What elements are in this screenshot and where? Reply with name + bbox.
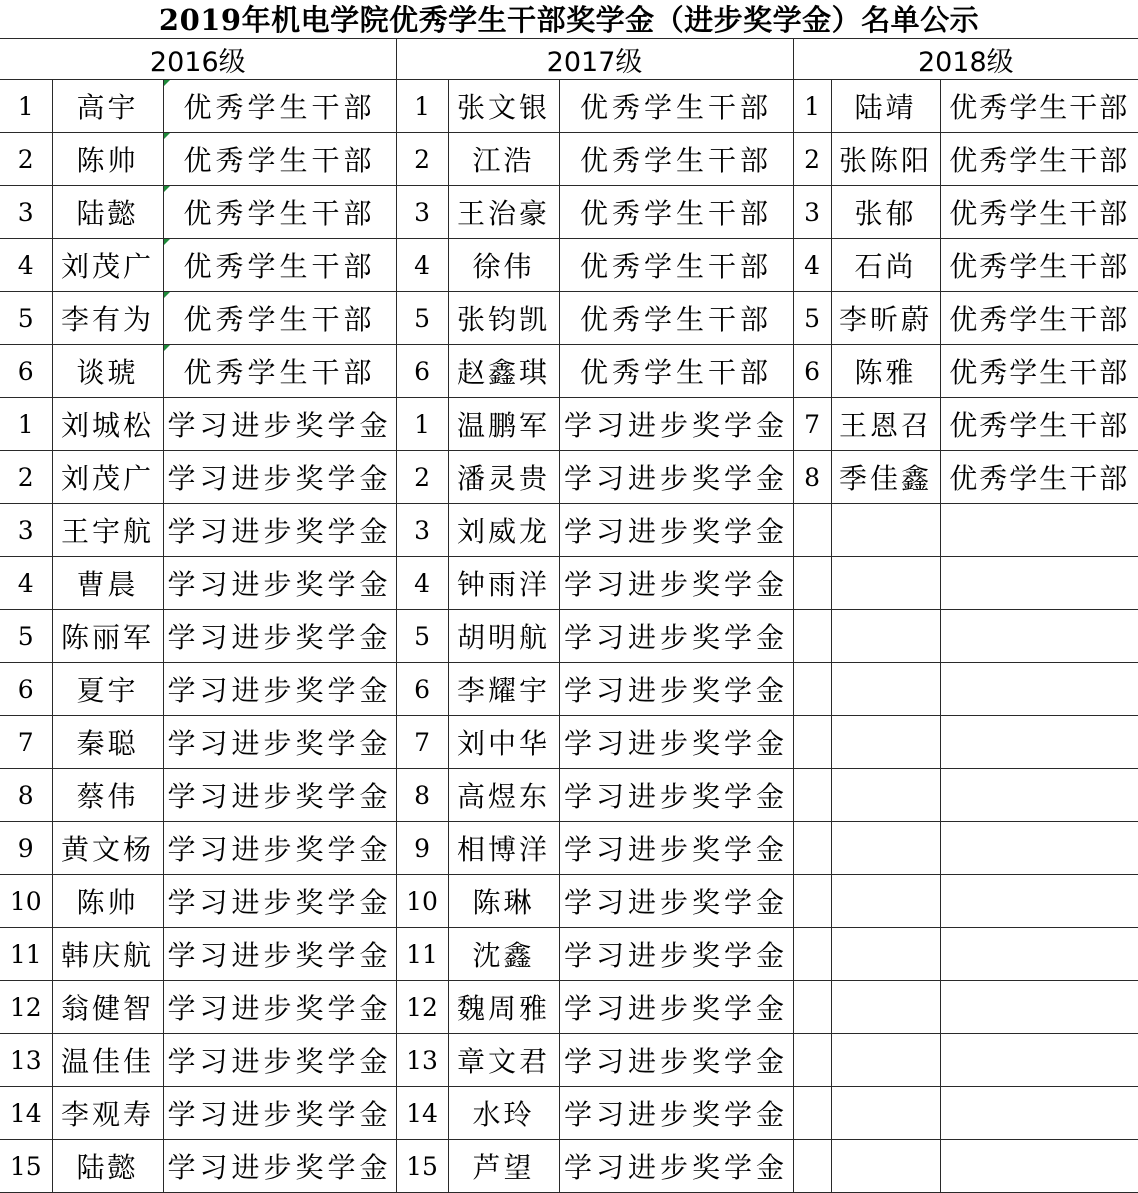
student-name-cell	[831, 1034, 940, 1087]
serial-number-cell: 2	[793, 133, 831, 186]
serial-number-cell: 12	[0, 981, 52, 1034]
award-type-cell: 学习进步奖学金	[163, 822, 396, 875]
student-name-cell	[831, 610, 940, 663]
student-name-cell: 陈帅	[52, 875, 163, 928]
award-type-cell: 学习进步奖学金	[163, 875, 396, 928]
student-name-cell: 陈琳	[448, 875, 559, 928]
serial-number-cell: 1	[396, 398, 448, 451]
table-row	[0, 1034, 1138, 1087]
serial-number-cell: 1	[793, 80, 831, 133]
award-type-cell	[940, 716, 1138, 769]
page-title: 2019年机电学院优秀学生干部奖学金（进步奖学金）名单公示	[158, 3, 980, 37]
award-type-cell: 优秀学生干部	[940, 133, 1138, 186]
student-name-cell: 章文君	[448, 1034, 559, 1087]
serial-number-cell: 6	[396, 345, 448, 398]
award-type-cell: 学习进步奖学金	[163, 1140, 396, 1193]
student-name-cell	[831, 504, 940, 557]
award-type-cell	[940, 928, 1138, 981]
student-name-cell: 张郁	[831, 186, 940, 239]
serial-number-cell: 5	[396, 610, 448, 663]
award-type-cell: 优秀学生干部	[940, 451, 1138, 504]
serial-number-cell	[793, 1087, 831, 1140]
student-name-cell	[831, 663, 940, 716]
serial-number-cell: 4	[396, 239, 448, 292]
student-name-cell	[831, 716, 940, 769]
serial-number-cell: 2	[0, 133, 52, 186]
table-row	[0, 1087, 1138, 1140]
serial-number-cell: 9	[0, 822, 52, 875]
table-row	[0, 504, 1138, 557]
table-row	[0, 875, 1138, 928]
serial-number-cell: 10	[396, 875, 448, 928]
serial-number-cell: 1	[396, 80, 448, 133]
serial-number-cell: 1	[0, 398, 52, 451]
student-name-cell	[831, 822, 940, 875]
table-row	[0, 928, 1138, 981]
student-name-cell: 刘茂广	[52, 239, 163, 292]
serial-number-cell	[793, 557, 831, 610]
serial-number-cell: 3	[396, 186, 448, 239]
award-type-cell: 学习进步奖学金	[559, 875, 793, 928]
table-row	[0, 769, 1138, 822]
student-name-cell: 翁健智	[52, 981, 163, 1034]
award-type-cell: 优秀学生干部	[559, 292, 793, 345]
award-type-cell: 学习进步奖学金	[163, 769, 396, 822]
student-name-cell: 蔡伟	[52, 769, 163, 822]
student-name-cell: 刘城松	[52, 398, 163, 451]
table-row	[0, 822, 1138, 875]
serial-number-cell: 4	[0, 557, 52, 610]
serial-number-cell	[793, 1140, 831, 1193]
award-type-cell: 学习进步奖学金	[163, 716, 396, 769]
serial-number-cell: 11	[396, 928, 448, 981]
serial-number-cell	[793, 928, 831, 981]
serial-number-cell: 3	[0, 504, 52, 557]
award-type-cell	[940, 1140, 1138, 1193]
serial-number-cell	[793, 716, 831, 769]
serial-number-cell	[793, 663, 831, 716]
student-name-cell: 季佳鑫	[831, 451, 940, 504]
table-row	[0, 398, 1138, 451]
student-name-cell: 赵鑫琪	[448, 345, 559, 398]
serial-number-cell: 5	[0, 610, 52, 663]
table-row	[0, 716, 1138, 769]
award-type-cell	[940, 822, 1138, 875]
award-type-cell: 优秀学生干部	[940, 186, 1138, 239]
student-name-cell	[831, 1087, 940, 1140]
serial-number-cell: 3	[396, 504, 448, 557]
award-type-cell: 学习进步奖学金	[559, 1140, 793, 1193]
serial-number-cell: 10	[0, 875, 52, 928]
award-type-cell	[940, 663, 1138, 716]
serial-number-cell: 6	[0, 345, 52, 398]
student-name-cell: 谈琥	[52, 345, 163, 398]
student-name-cell: 石尚	[831, 239, 940, 292]
award-type-cell: 优秀学生干部	[163, 133, 396, 186]
award-type-cell	[940, 981, 1138, 1034]
student-name-cell: 刘中华	[448, 716, 559, 769]
award-type-cell	[940, 610, 1138, 663]
award-type-cell: 学习进步奖学金	[559, 398, 793, 451]
serial-number-cell: 15	[0, 1140, 52, 1193]
student-name-cell	[831, 928, 940, 981]
student-name-cell: 夏宇	[52, 663, 163, 716]
serial-number-cell: 4	[396, 557, 448, 610]
serial-number-cell: 7	[0, 716, 52, 769]
student-name-cell: 徐伟	[448, 239, 559, 292]
table-row	[0, 80, 1138, 133]
table-row	[0, 557, 1138, 610]
serial-number-cell: 1	[0, 80, 52, 133]
student-name-cell: 陆懿	[52, 186, 163, 239]
student-name-cell: 李观寿	[52, 1087, 163, 1140]
serial-number-cell: 4	[793, 239, 831, 292]
student-name-cell: 高煜东	[448, 769, 559, 822]
student-name-cell: 陆靖	[831, 80, 940, 133]
serial-number-cell	[793, 875, 831, 928]
student-name-cell: 曹晨	[52, 557, 163, 610]
serial-number-cell: 14	[0, 1087, 52, 1140]
award-type-cell: 学习进步奖学金	[559, 451, 793, 504]
table-row	[0, 1140, 1138, 1193]
award-type-cell	[940, 1087, 1138, 1140]
student-name-cell: 刘威龙	[448, 504, 559, 557]
serial-number-cell: 5	[396, 292, 448, 345]
serial-number-cell: 5	[0, 292, 52, 345]
award-type-cell: 优秀学生干部	[163, 80, 396, 133]
student-name-cell: 张文银	[448, 80, 559, 133]
award-type-cell: 学习进步奖学金	[559, 981, 793, 1034]
serial-number-cell: 6	[793, 345, 831, 398]
serial-number-cell	[793, 610, 831, 663]
serial-number-cell	[793, 822, 831, 875]
student-name-cell: 陈雅	[831, 345, 940, 398]
student-name-cell	[831, 1140, 940, 1193]
award-type-cell: 优秀学生干部	[163, 186, 396, 239]
student-name-cell: 秦聪	[52, 716, 163, 769]
award-type-cell: 学习进步奖学金	[163, 557, 396, 610]
serial-number-cell: 2	[0, 451, 52, 504]
award-type-cell: 学习进步奖学金	[163, 451, 396, 504]
student-name-cell: 水玲	[448, 1087, 559, 1140]
table-row	[0, 292, 1138, 345]
award-type-cell: 学习进步奖学金	[559, 557, 793, 610]
year-header-2017: 2017级	[396, 39, 793, 80]
award-type-cell: 优秀学生干部	[559, 239, 793, 292]
award-type-cell: 学习进步奖学金	[163, 504, 396, 557]
serial-number-cell: 8	[396, 769, 448, 822]
serial-number-cell: 2	[396, 133, 448, 186]
student-name-cell: 韩庆航	[52, 928, 163, 981]
award-type-cell	[940, 1034, 1138, 1087]
student-name-cell: 王恩召	[831, 398, 940, 451]
award-type-cell: 学习进步奖学金	[163, 981, 396, 1034]
award-type-cell: 优秀学生干部	[559, 80, 793, 133]
serial-number-cell: 15	[396, 1140, 448, 1193]
student-name-cell: 陈丽军	[52, 610, 163, 663]
student-name-cell: 胡明航	[448, 610, 559, 663]
award-type-cell: 优秀学生干部	[940, 398, 1138, 451]
student-name-cell: 高宇	[52, 80, 163, 133]
award-type-cell: 学习进步奖学金	[559, 1087, 793, 1140]
serial-number-cell: 9	[396, 822, 448, 875]
student-name-cell: 刘茂广	[52, 451, 163, 504]
table-row	[0, 239, 1138, 292]
table-row	[0, 610, 1138, 663]
award-type-cell: 优秀学生干部	[940, 80, 1138, 133]
serial-number-cell	[793, 981, 831, 1034]
year-header-2016: 2016级	[0, 39, 396, 80]
award-type-cell: 学习进步奖学金	[559, 716, 793, 769]
award-type-cell: 优秀学生干部	[163, 292, 396, 345]
award-type-cell: 优秀学生干部	[163, 345, 396, 398]
student-name-cell: 潘灵贵	[448, 451, 559, 504]
student-name-cell: 李有为	[52, 292, 163, 345]
serial-number-cell: 8	[0, 769, 52, 822]
serial-number-cell: 5	[793, 292, 831, 345]
student-name-cell: 王治豪	[448, 186, 559, 239]
student-name-cell: 江浩	[448, 133, 559, 186]
serial-number-cell: 7	[396, 716, 448, 769]
award-type-cell: 学习进步奖学金	[163, 610, 396, 663]
award-type-cell: 学习进步奖学金	[559, 769, 793, 822]
award-type-cell	[940, 769, 1138, 822]
student-name-cell: 温鹏军	[448, 398, 559, 451]
award-type-cell	[940, 504, 1138, 557]
award-type-cell	[940, 557, 1138, 610]
student-name-cell: 魏周雅	[448, 981, 559, 1034]
student-name-cell: 芦望	[448, 1140, 559, 1193]
serial-number-cell: 13	[396, 1034, 448, 1087]
award-type-cell: 学习进步奖学金	[163, 663, 396, 716]
student-name-cell: 张陈阳	[831, 133, 940, 186]
student-name-cell	[831, 557, 940, 610]
award-type-cell: 学习进步奖学金	[163, 398, 396, 451]
table-row	[0, 981, 1138, 1034]
award-type-cell: 学习进步奖学金	[559, 610, 793, 663]
year-header-row	[0, 39, 1138, 80]
award-type-cell: 优秀学生干部	[559, 186, 793, 239]
student-name-cell: 温佳佳	[52, 1034, 163, 1087]
serial-number-cell	[793, 769, 831, 822]
award-type-cell: 优秀学生干部	[940, 239, 1138, 292]
serial-number-cell: 3	[793, 186, 831, 239]
student-name-cell: 李昕蔚	[831, 292, 940, 345]
serial-number-cell: 6	[0, 663, 52, 716]
student-name-cell: 张钧凯	[448, 292, 559, 345]
award-type-cell: 学习进步奖学金	[559, 504, 793, 557]
award-type-cell	[940, 875, 1138, 928]
table-row	[0, 133, 1138, 186]
serial-number-cell: 11	[0, 928, 52, 981]
award-type-cell: 学习进步奖学金	[163, 928, 396, 981]
serial-number-cell: 14	[396, 1087, 448, 1140]
student-name-cell: 陆懿	[52, 1140, 163, 1193]
scholarship-table	[0, 38, 1138, 1193]
student-name-cell	[831, 769, 940, 822]
serial-number-cell: 7	[793, 398, 831, 451]
award-type-cell: 优秀学生干部	[559, 133, 793, 186]
serial-number-cell	[793, 504, 831, 557]
serial-number-cell: 12	[396, 981, 448, 1034]
table-row	[0, 451, 1138, 504]
student-name-cell: 钟雨洋	[448, 557, 559, 610]
serial-number-cell	[793, 1034, 831, 1087]
award-type-cell: 学习进步奖学金	[559, 1034, 793, 1087]
table-row	[0, 345, 1138, 398]
student-name-cell	[831, 981, 940, 1034]
award-type-cell: 优秀学生干部	[559, 345, 793, 398]
serial-number-cell: 6	[396, 663, 448, 716]
award-type-cell: 优秀学生干部	[940, 345, 1138, 398]
award-type-cell: 学习进步奖学金	[163, 1087, 396, 1140]
table-row	[0, 186, 1138, 239]
year-header-2018: 2018级	[793, 39, 1138, 80]
student-name-cell	[831, 875, 940, 928]
student-name-cell: 李耀宇	[448, 663, 559, 716]
award-type-cell: 学习进步奖学金	[559, 822, 793, 875]
student-name-cell: 沈鑫	[448, 928, 559, 981]
student-name-cell: 王宇航	[52, 504, 163, 557]
student-name-cell: 黄文杨	[52, 822, 163, 875]
award-type-cell: 学习进步奖学金	[163, 1034, 396, 1087]
award-type-cell: 学习进步奖学金	[559, 663, 793, 716]
serial-number-cell: 3	[0, 186, 52, 239]
award-type-cell: 学习进步奖学金	[559, 928, 793, 981]
serial-number-cell: 4	[0, 239, 52, 292]
student-name-cell: 相博洋	[448, 822, 559, 875]
table-row	[0, 663, 1138, 716]
serial-number-cell: 2	[396, 451, 448, 504]
student-name-cell: 陈帅	[52, 133, 163, 186]
serial-number-cell: 13	[0, 1034, 52, 1087]
award-type-cell: 优秀学生干部	[940, 292, 1138, 345]
serial-number-cell: 8	[793, 451, 831, 504]
award-type-cell: 优秀学生干部	[163, 239, 396, 292]
